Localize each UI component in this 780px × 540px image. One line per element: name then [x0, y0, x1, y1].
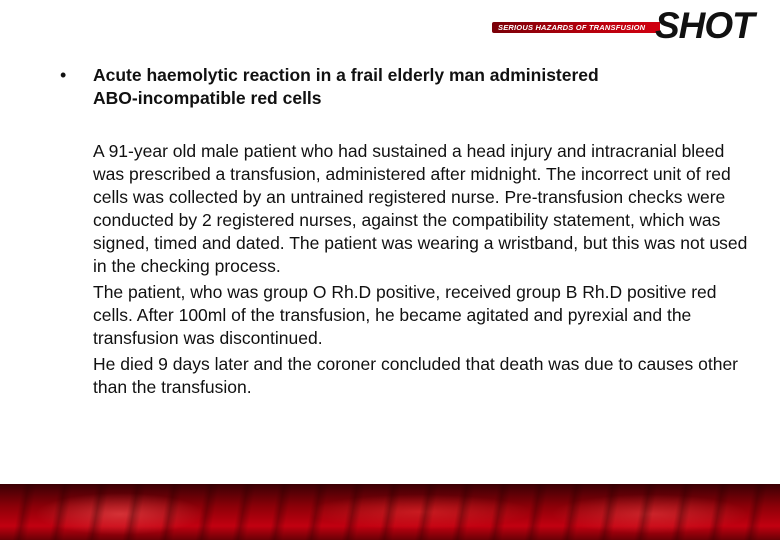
paragraph-outcome: He died 9 days later and the coroner concluded that death was due to causes other than the transfusion.	[93, 354, 739, 397]
logo-tagline: SERIOUS HAZARDS OF TRANSFUSION	[498, 23, 646, 32]
heading-line-1: Acute haemolytic reaction in a frail elderly man administered	[93, 65, 599, 85]
logo-tagline-bar	[492, 22, 660, 33]
logo-wordmark: SHOT	[655, 5, 754, 46]
slide-heading	[93, 64, 750, 110]
paragraph-reaction: The patient, who was group O Rh.D positive, received group B Rh.D positive red cells. After 100ml of the transfusion, he became agitated and pyrexial and the transfusion was discontinued.	[93, 282, 717, 348]
bullet-marker: •	[60, 65, 67, 85]
paragraph-case-summary: A 91-year old male patient who had sustained a head injury and intracranial bleed was prescribed a transfusion, administered after midnight. The incorrect unit of red cells was collected by an untrained registered nurse. Pre-transfusion checks were conducted by 2 registered nurses, against the compatibility statement, which was signed, timed and dated. The patient was wearing a wristband, but this was not used in the checking process.	[93, 141, 748, 276]
heading-line-2: ABO-incompatible red cells	[93, 88, 322, 108]
logo	[0, 0, 780, 50]
case-description	[93, 140, 750, 399]
slide-content	[60, 64, 750, 399]
decorative-footer-image	[0, 484, 780, 540]
